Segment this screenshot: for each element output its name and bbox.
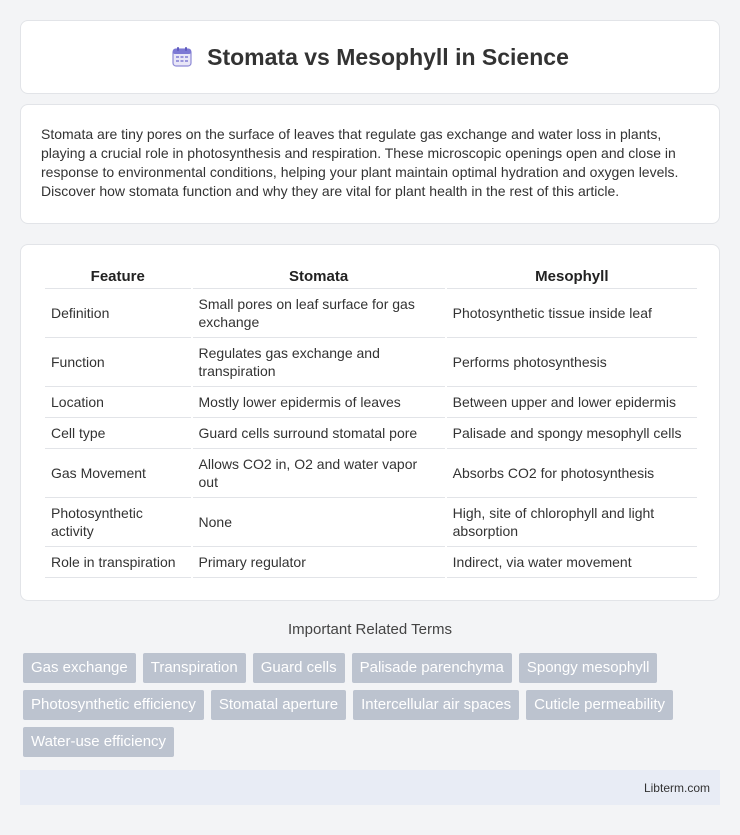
table-row <box>45 547 697 578</box>
tag-guard-cells[interactable]: Guard cells <box>253 653 345 683</box>
table-row <box>45 338 697 387</box>
row-feature: Role in transpiration <box>45 547 191 578</box>
tag-spongy-mesophyll[interactable]: Spongy mesophyll <box>519 653 658 683</box>
tag-intercellular-air-spaces[interactable]: Intercellular air spaces <box>353 690 519 720</box>
row-stomata: Guard cells surround stomatal pore <box>193 418 445 449</box>
comparison-table-card <box>20 244 720 601</box>
row-stomata: Mostly lower epidermis of leaves <box>193 387 445 418</box>
table-row <box>45 449 697 498</box>
row-mesophyll: Palisade and spongy mesophyll cells <box>447 418 697 449</box>
tag-water-use-efficiency[interactable]: Water-use efficiency <box>23 727 174 757</box>
row-mesophyll: Between upper and lower epidermis <box>447 387 697 418</box>
footer <box>20 770 720 805</box>
tag-gas-exchange[interactable]: Gas exchange <box>23 653 136 683</box>
row-mesophyll: Absorbs CO2 for photosynthesis <box>447 449 697 498</box>
header-card <box>20 20 720 94</box>
related-terms-title: Important Related Terms <box>288 621 452 638</box>
row-feature: Definition <box>45 289 191 338</box>
column-header-stomata: Stomata <box>193 267 445 289</box>
row-stomata: Primary regulator <box>193 547 445 578</box>
table-row <box>45 289 697 338</box>
tag-stomatal-aperture[interactable]: Stomatal aperture <box>211 690 346 720</box>
related-terms-list <box>23 653 723 757</box>
tag-transpiration[interactable]: Transpiration <box>143 653 246 683</box>
row-feature: Function <box>45 338 191 387</box>
row-feature: Cell type <box>45 418 191 449</box>
page-title: Stomata vs Mesophyll in Science <box>207 43 569 70</box>
table-row <box>45 418 697 449</box>
tag-cuticle-permeability[interactable]: Cuticle permeability <box>526 690 673 720</box>
column-header-mesophyll: Mesophyll <box>447 267 697 289</box>
row-feature: Photosynthetic activity <box>45 498 191 547</box>
footer-site-link[interactable]: Libterm.com <box>643 780 710 795</box>
row-feature: Location <box>45 387 191 418</box>
row-mesophyll: Photosynthetic tissue inside leaf <box>447 289 697 338</box>
tag-photosynthetic-efficiency[interactable]: Photosynthetic efficiency <box>23 690 204 720</box>
row-stomata: Small pores on leaf surface for gas exchange <box>193 289 445 338</box>
row-mesophyll: Indirect, via water movement <box>447 547 697 578</box>
intro-card <box>20 104 720 224</box>
table-row <box>45 387 697 418</box>
tag-palisade-parenchyma[interactable]: Palisade parenchyma <box>352 653 512 683</box>
row-feature: Gas Movement <box>45 449 191 498</box>
row-stomata: Regulates gas exchange and transpiration <box>193 338 445 387</box>
row-mesophyll: High, site of chlorophyll and light absorption <box>447 498 697 547</box>
row-mesophyll: Performs photosynthesis <box>447 338 697 387</box>
table-header-row <box>45 267 697 289</box>
comparison-table <box>43 267 699 578</box>
table-row <box>45 498 697 547</box>
row-stomata: None <box>193 498 445 547</box>
column-header-feature: Feature <box>45 267 191 289</box>
intro-text: Stomata are tiny pores on the surface of leaves that regulate gas exchange and water loss in plants, playing a crucial role in photosynthesis and respiration. These microscopic openings open and close in response to environmental conditions, helping your plant maintain optimal hydration and oxygen levels. Discover how stomata function and why they are vital for plant health in the rest of this article. <box>41 126 679 199</box>
row-stomata: Allows CO2 in, O2 and water vapor out <box>193 449 445 498</box>
calendar-icon <box>171 46 193 68</box>
